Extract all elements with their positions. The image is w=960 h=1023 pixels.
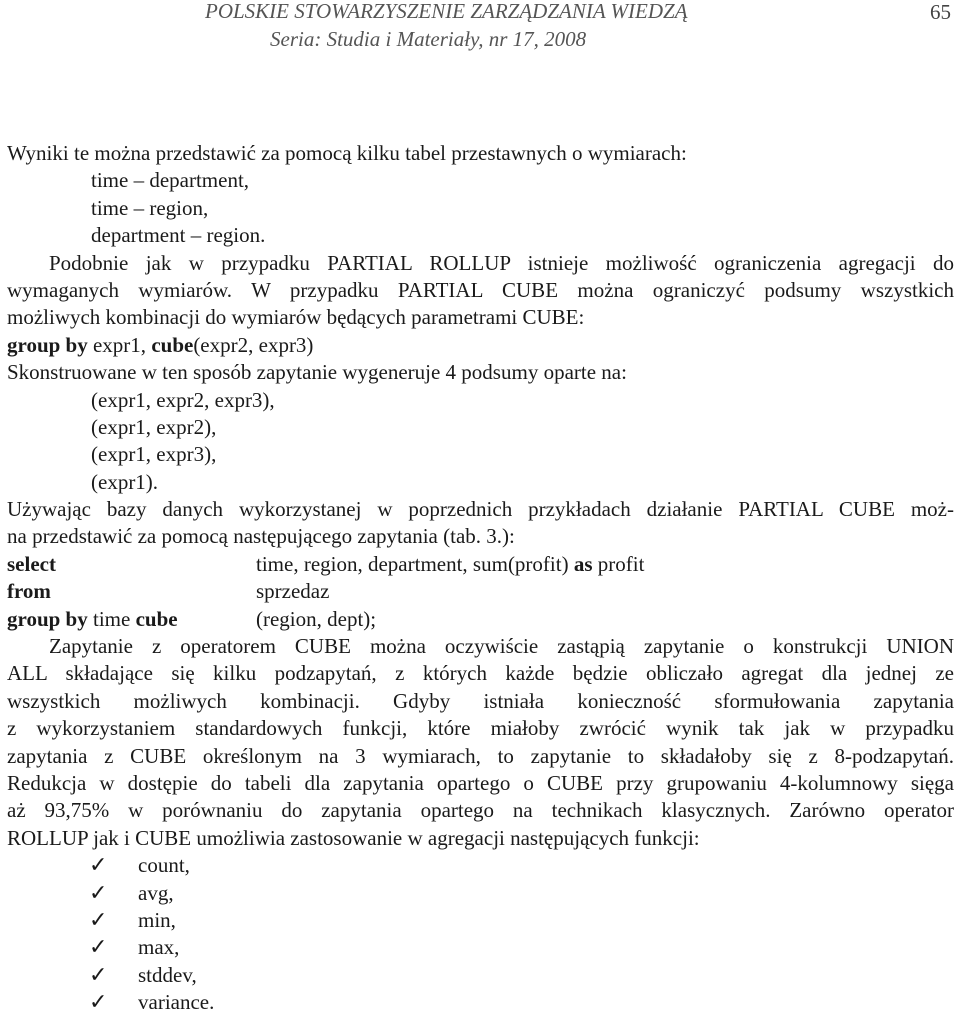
journal-title: POLSKIE STOWARZYSZENIE ZARZĄDZANIA WIEDZĄ — [205, 0, 688, 23]
keyword-select: select — [7, 551, 56, 576]
check-icon: ✓ — [89, 853, 108, 879]
check-icon: ✓ — [89, 962, 108, 988]
check-icon: ✓ — [89, 880, 108, 906]
keyword-cube: cube — [135, 606, 178, 631]
list-item — [7, 907, 954, 934]
paragraph-line: Zapytanie z operatorem CUBE można oczywiście zastąpią zapytanie o konstrukcji UNION — [49, 634, 954, 659]
list-item — [7, 989, 954, 1016]
combination-item: (expr1). — [91, 469, 159, 494]
function-list — [7, 852, 954, 1016]
sql-group-row: group by time cube (region, dept); — [7, 606, 377, 631]
dimension-item: time – department, — [91, 168, 250, 193]
combination-item: (expr1, expr2, expr3), — [91, 387, 275, 412]
paragraph-line: ALL składające się kilku podzapytań, z których każde będzie obliczało agregat dla jednej ze — [7, 661, 954, 686]
function-name: stddev, — [138, 962, 197, 987]
dimension-item: department – region. — [91, 223, 266, 248]
paragraph-line: Skonstruowane w ten sposób zapytanie wygeneruje 4 podsumy oparte na: — [7, 360, 627, 385]
function-name: avg, — [138, 880, 174, 905]
paragraph-line: aż 93,75% w porównaniu do zapytania opartego na technikach klasycznych. Zarówno operator — [7, 798, 954, 823]
paragraph-line: Używając bazy danych wykorzystanej w poprzednich przykładach działanie PARTIAL CUBE moż- — [7, 497, 954, 522]
paragraph-line: zapytania z CUBE określonym na 3 wymiarach, to zapytanie to składałoby się z 8-podzapytań. — [7, 743, 954, 768]
paragraph-line: wszystkich możliwych kombinacji. Gdyby istniała konieczność sformułowania zapytania — [7, 688, 954, 713]
intro-text: Wyniki te można przedstawić za pomocą kilku tabel przestawnych o wymiarach: — [7, 141, 687, 165]
combination-item: (expr1, expr3), — [91, 442, 217, 467]
paragraph-line: ROLLUP jak i CUBE umożliwia zastosowanie w agregacji następujących funkcji: — [7, 825, 700, 850]
list-item — [7, 934, 954, 961]
function-name: min, — [138, 907, 176, 932]
paragraph-line: Redukcja w dostępie do tabeli dla zapytania opartego o CUBE przy grupowaniu 4-kolumnowy sięga — [7, 770, 954, 795]
check-icon: ✓ — [89, 990, 108, 1016]
keyword-cube: cube — [151, 332, 194, 357]
paragraph-line: z wykorzystaniem standardowych funkcji, które miałoby zwrócić wynik tak jak w przypadku — [7, 716, 954, 741]
list-item — [7, 852, 954, 879]
keyword-as: as — [573, 551, 593, 576]
series-title: Seria: Studia i Materiały, nr 17, 2008 — [270, 27, 587, 51]
sql-select-row: select time, region, department, sum(profit) as profit — [7, 551, 954, 578]
list-item — [7, 880, 954, 907]
function-name: max, — [138, 935, 180, 960]
sql-from-row: from sprzedaz — [7, 578, 954, 605]
keyword-group-by: group by — [7, 332, 88, 357]
function-name: count, — [138, 853, 190, 878]
group-by-example: group by expr1, cube(expr2, expr3) — [7, 332, 314, 357]
paragraph-line: wymaganych wymiarów. W przypadku PARTIAL CUBE można ograniczyć podsumy wszystkich — [7, 277, 954, 302]
function-name: variance. — [138, 990, 215, 1015]
paragraph-line: Podobnie jak w przypadku PARTIAL ROLLUP istnieje możliwość ograniczenia agregacji do — [49, 250, 954, 275]
keyword-group-by: group by — [7, 606, 88, 631]
keyword-from: from — [7, 579, 51, 604]
page-number: 65 — [930, 0, 951, 24]
page-body — [7, 140, 954, 1017]
paragraph-line: możliwych kombinacji do wymiarów będących parametrami CUBE: — [7, 305, 585, 330]
combination-item: (expr1, expr2), — [91, 414, 217, 439]
check-icon: ✓ — [89, 907, 108, 933]
dimension-item: time – region, — [91, 195, 209, 220]
paragraph-line: na przedstawić za pomocą następującego zapytania (tab. 3.): — [7, 524, 515, 549]
list-item — [7, 962, 954, 989]
check-icon: ✓ — [89, 935, 108, 961]
